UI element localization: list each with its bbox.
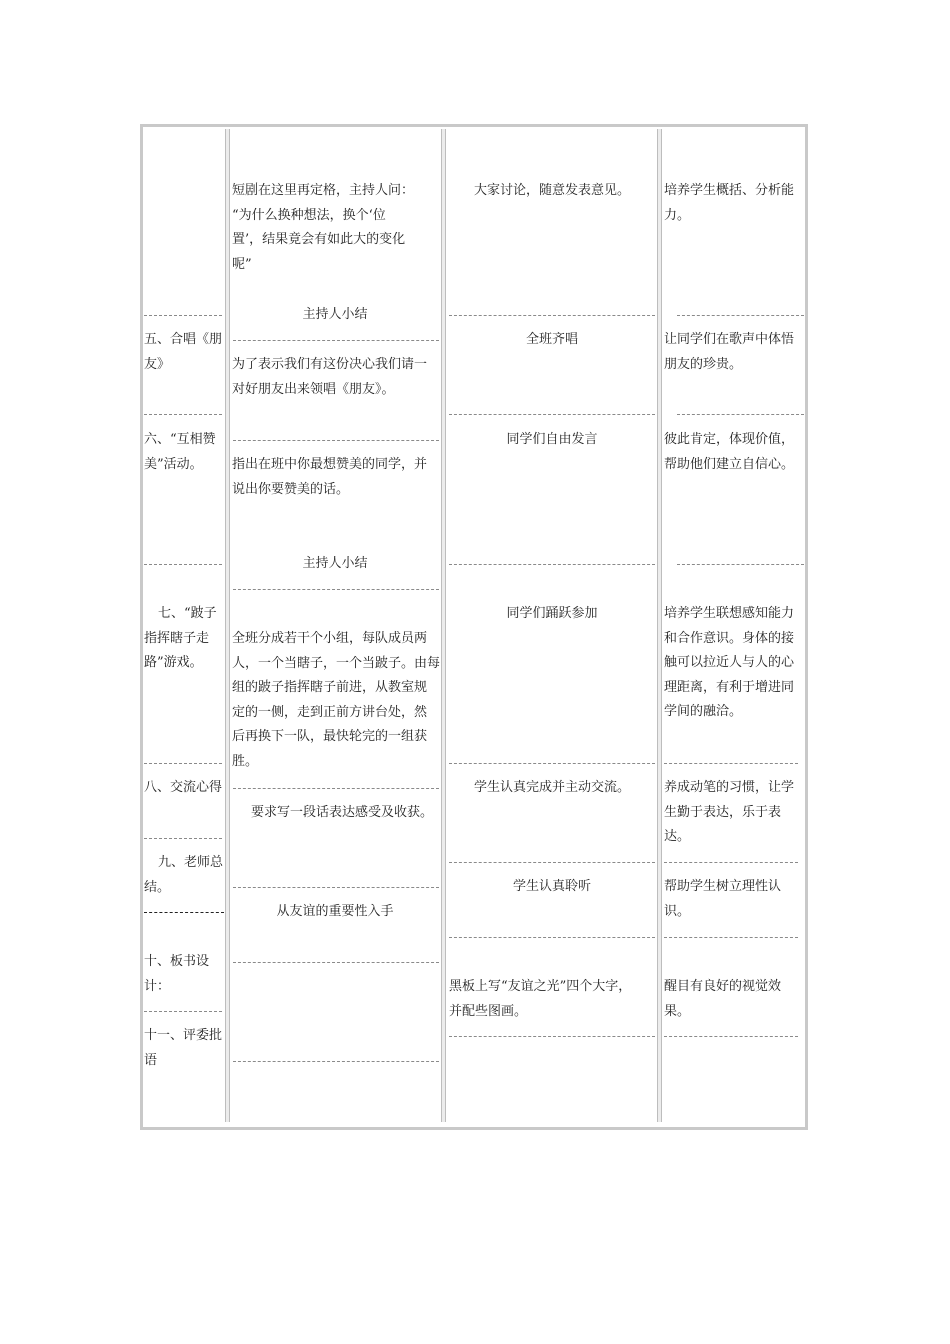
row-separator: [449, 862, 655, 863]
cell-content: 指出在班中你最想赞美的同学，并 说出你要赞美的话。: [232, 457, 428, 497]
cell-step: 十、板书设 计：: [144, 954, 210, 994]
cell-response: 黑板上写“友谊之光”四个大字， 并配些图画。: [449, 979, 632, 1019]
row-separator: [233, 887, 439, 888]
cell-purpose: 帮助学生树立理性认 识。: [664, 879, 782, 919]
row-separator: [677, 564, 804, 565]
cell-purpose: 养成动笔的习惯，让学 生勤于表达，乐于表 达。: [664, 780, 795, 844]
row-separator: [664, 763, 798, 764]
row-separator: [449, 564, 655, 565]
cell-summary: 主持人小结: [302, 556, 368, 571]
cell-purpose: 培养学生概括、分析能 力。: [664, 183, 795, 223]
cell-step: 八、交流心得: [144, 780, 223, 795]
cell-summary: 主持人小结: [302, 307, 368, 322]
row-separator: [664, 862, 798, 863]
cell-step: 五、合唱《朋 友》: [144, 332, 223, 372]
row-separator: [449, 414, 655, 415]
column-divider-3: [657, 129, 662, 1122]
column-divider-2: [441, 129, 446, 1122]
cell-step: 七、“跛子 指挥瞎子走 路”游戏。: [144, 606, 217, 670]
cell-response: 学生认真完成并主动交流。: [473, 780, 630, 795]
row-separator: [144, 414, 222, 415]
cell-content: 要求写一段话表达感受及收获。: [250, 805, 433, 820]
row-separator: [449, 315, 655, 316]
cell-step: 十一、评委批 语: [144, 1028, 223, 1068]
row-separator: [144, 1011, 222, 1012]
row-separator: [144, 315, 222, 316]
cell-content: 从友谊的重要性入手: [276, 904, 394, 919]
cell-purpose: 彼此肯定，体现价值， 帮助他们建立自信心。: [664, 432, 795, 472]
row-separator: [233, 962, 439, 963]
cell-content: 全班分成若干个小组，每队成员两 人，一个当瞎子，一个当跛子。由每 组的跛子指挥瞎子前进，从教室规 定的一侧，走到正前方讲台处，然 后再换下一队，最快轮完的一组获 胜。: [232, 631, 441, 769]
cell-purpose: 培养学生联想感知能力 和合作意识。身体的接 触可以拉近人与人的心 理距离，有利于增进同 学间的融洽。: [664, 606, 795, 719]
row-separator: [233, 340, 439, 341]
row-separator: [233, 1061, 439, 1062]
row-separator: [233, 788, 439, 789]
row-separator: [144, 763, 222, 764]
cell-response: 全班齐唱: [525, 332, 578, 347]
cell-step: 六、“互相赞 美”活动。: [144, 432, 216, 472]
row-separator: [144, 912, 224, 913]
row-separator: [449, 937, 655, 938]
cell-purpose: 醒目有良好的视觉效 果。: [664, 979, 782, 1019]
cell-content: 短剧在这里再定格，主持人问： “为什么换种想法，换个‘位 置’，结果竟会有如此大的变化 呢”: [232, 183, 415, 272]
cell-response: 同学们踊跃参加: [506, 606, 598, 621]
row-separator: [449, 1036, 655, 1037]
row-separator: [144, 838, 222, 839]
column-divider-1: [225, 129, 230, 1122]
cell-content: 为了表示我们有这份决心我们请一 对好朋友出来领唱《朋友》。: [232, 357, 428, 397]
row-separator: [144, 564, 222, 565]
row-separator: [233, 440, 439, 441]
row-separator: [449, 763, 655, 764]
row-separator: [233, 589, 439, 590]
row-separator: [664, 1036, 798, 1037]
cell-response: 学生认真聆听: [512, 879, 591, 894]
cell-response: 同学们自由发言: [506, 432, 598, 447]
row-separator: [677, 414, 804, 415]
cell-response: 大家讨论，随意发表意见。: [473, 183, 630, 198]
cell-step: 九、老师总 结。: [144, 855, 224, 895]
cell-purpose: 让同学们在歌声中体悟 朋友的珍贵。: [664, 332, 795, 372]
row-separator: [677, 315, 804, 316]
row-separator: [664, 937, 798, 938]
